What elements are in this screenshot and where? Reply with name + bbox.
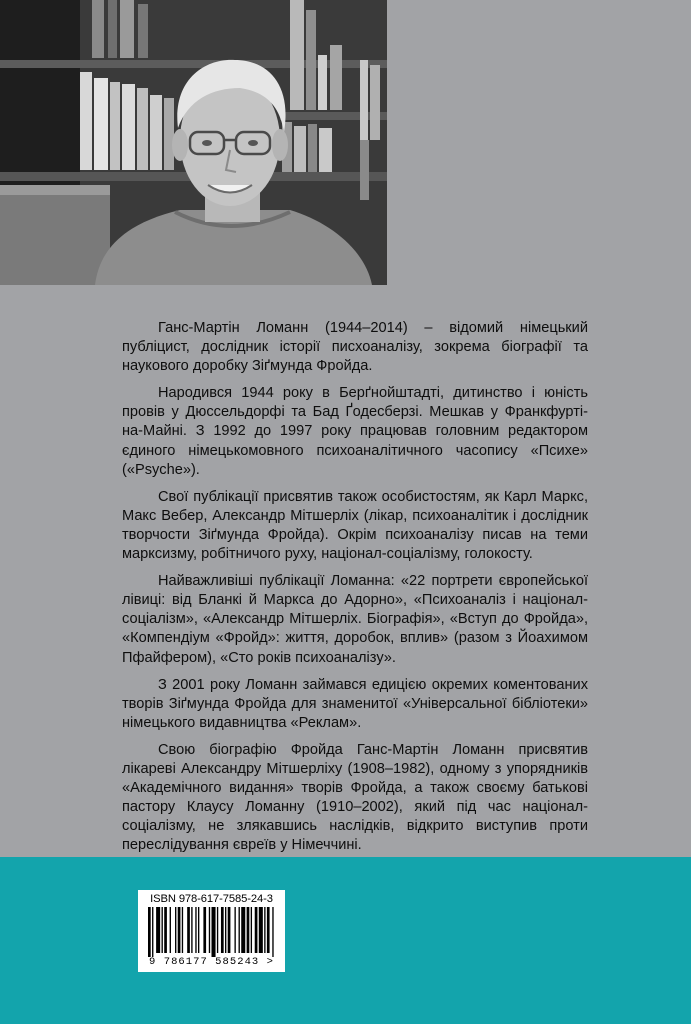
barcode-bar — [152, 907, 153, 957]
barcode-bar — [272, 907, 273, 957]
bio-paragraph-4: Найважливіші публікації Ломанна: «22 портрети європейської лівиці: від Бланкі й Маркса до Адорно», «Психоаналіз і націонал-соціалізм», «Александр Мітшерліх. Біографія», «Вступ до Фройда», «Компендіум «Фройд»: життя, доробок, вплив» (разом з Йоахимом Пфайфером), «Сто років психоаналізу». — [122, 573, 588, 666]
barcode-bar — [182, 907, 183, 953]
barcode-bar — [225, 907, 226, 953]
barcode-bar — [217, 907, 218, 953]
barcode-bars — [148, 907, 275, 957]
barcode-bar — [251, 907, 252, 953]
barcode-bar — [267, 907, 270, 953]
barcode-bar — [264, 907, 265, 953]
barcode-bar — [170, 907, 171, 953]
cover-bottom-band — [0, 857, 691, 1024]
barcode-bar — [221, 907, 224, 953]
isbn-label: ISBN 978-617-7585-24-3 — [150, 893, 273, 905]
barcode-bar — [241, 907, 245, 953]
barcode-bar — [178, 907, 181, 953]
author-portrait-image — [0, 0, 387, 285]
bio-paragraph-2: Народився 1944 року в Берґнойштадті, дитинство і юність провів у Дюссельдорфі та Бад Ґодесберзі. Мешкав у Франкфурті-на-Майні. З 1992 до 1997 року працював головним редактором єдиного німецькомовного психоаналітичного часопису «Психе» («Psyche»). — [122, 385, 588, 478]
barcode-bar — [156, 907, 160, 953]
barcode-bar — [239, 907, 240, 953]
barcode-bar — [247, 907, 250, 953]
barcode-bar — [255, 907, 258, 953]
isbn-barcode — [138, 890, 285, 972]
barcode-bar — [175, 907, 176, 953]
barcode-bar — [198, 907, 199, 953]
barcode-bar — [209, 907, 210, 953]
author-photo — [0, 0, 387, 285]
barcode-bar — [191, 907, 192, 953]
barcode-bar — [195, 907, 196, 953]
barcode-digits: 9 786177 585243 > — [149, 956, 274, 968]
bio-paragraph-5: З 2001 року Ломанн займався едицією окремих коментованих творів Зіґмунда Фройда для знаменитої «Універсальної бібліотеки» німецького видавництва «Реклам». — [122, 676, 588, 731]
barcode-bar — [187, 907, 190, 953]
barcode-bar — [164, 907, 167, 953]
barcode-bar — [148, 907, 151, 957]
barcode-bar — [162, 907, 163, 953]
bio-paragraph-6: Свою біографію Фройда Ганс-Мартін Ломанн присвятив лікареві Александру Мітшерліху (1908–1982), одному з упорядників «Академічного видання» творів Фройда, а також своєму батькові пастору Клаусу Ломанну (1910–2002), який під час націонал-соціалізму, не злякавшись наслідків, відкрито виступив проти переслідування євреїв у Німеччині. — [122, 741, 588, 854]
barcode-bar — [212, 907, 216, 957]
bio-paragraph-1: Ганс-Мартін Ломанн (1944–2014) – відомий німецький публіцист, дослідник історії писхоаналізу, зокрема біографії та наукового доробку Зіґмунда Фройда. — [122, 320, 588, 375]
barcode-bar — [259, 907, 263, 953]
barcode-bar — [203, 907, 206, 953]
barcode-bar — [228, 907, 231, 953]
bio-paragraph-3: Свої публікації присвятив також особистостям, як Карл Маркс, Макс Вебер, Александр Мітшерліх (лікар, психоаналітик і дослідник творчости Зіґмунда Фройда). Окрім психоаналізу писав на теми марксизму, робітничого руху, націонал-соціалізму, голокосту. — [122, 488, 588, 563]
author-biography — [122, 319, 588, 863]
barcode-bar — [234, 907, 235, 953]
